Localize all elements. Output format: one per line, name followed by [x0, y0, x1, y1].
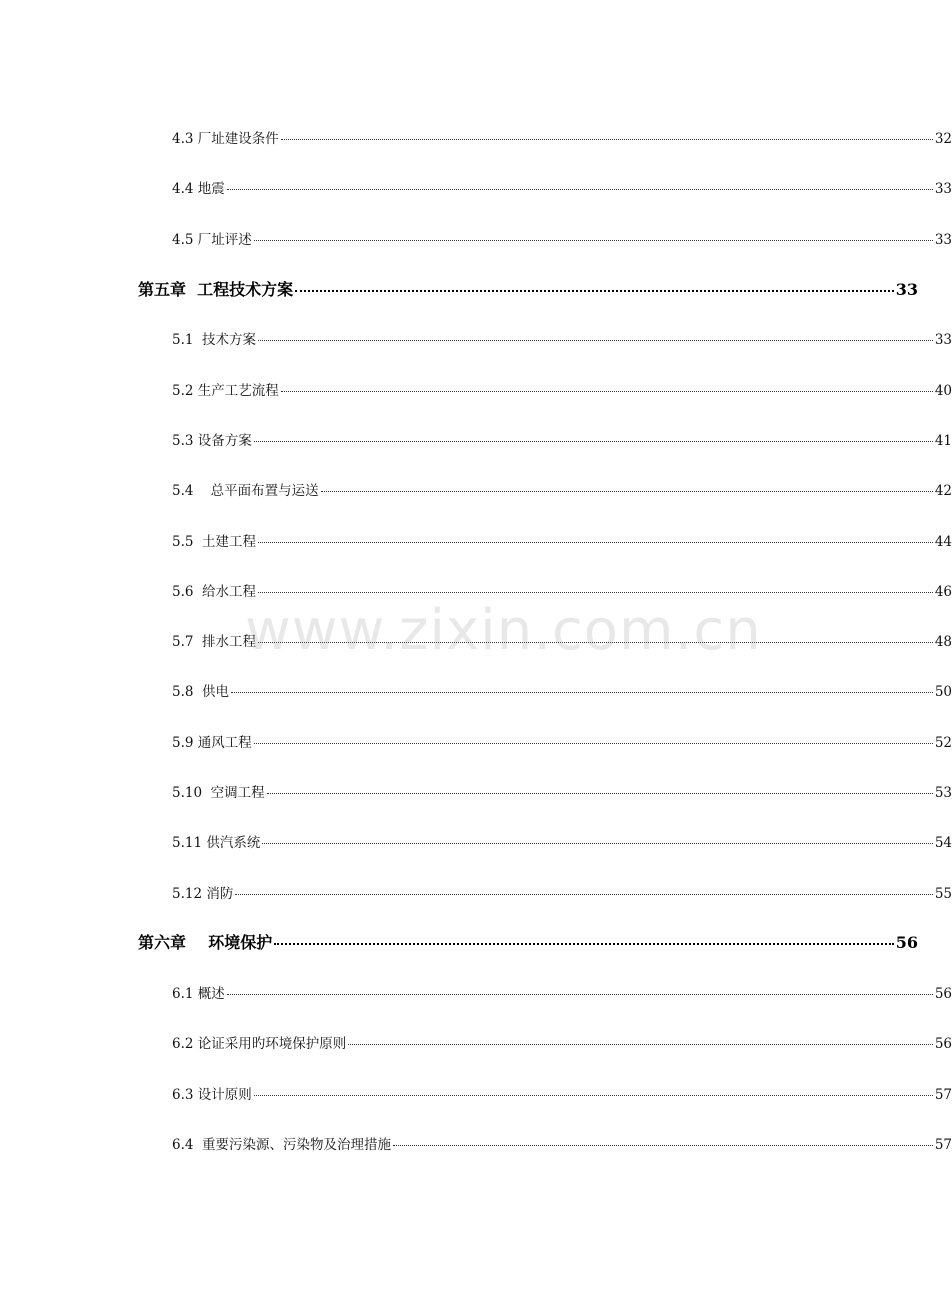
toc-dot-leader	[231, 692, 933, 693]
toc-entry-line	[172, 630, 952, 650]
toc-page-number: 56	[895, 933, 918, 953]
toc-entry-label: 4.4 地震	[172, 181, 225, 198]
toc-section-entry[interactable]	[0, 414, 952, 464]
toc-entry-line	[172, 479, 952, 499]
toc-section-entry[interactable]	[0, 967, 952, 1017]
toc-page-number: 40	[934, 382, 952, 399]
toc-entry-label: 4.3 厂址建设条件	[172, 131, 279, 148]
toc-entry-label: 第六章 环境保护	[138, 933, 273, 953]
toc-section-entry[interactable]	[0, 363, 952, 413]
toc-entry-label: 6.2 论证采用旳环境保护原则	[172, 1036, 347, 1053]
toc-section-entry[interactable]	[0, 766, 952, 816]
toc-dot-leader	[254, 240, 933, 241]
table-of-contents	[0, 112, 952, 1168]
toc-entry-label: 5.2 生产工艺流程	[172, 382, 279, 399]
toc-dot-leader	[281, 139, 933, 140]
toc-page-number: 56	[934, 1036, 952, 1053]
toc-section-entry[interactable]	[0, 1118, 952, 1168]
toc-page-number: 53	[934, 785, 952, 801]
toc-entry-line	[172, 177, 952, 197]
toc-dot-leader	[262, 843, 932, 844]
toc-dot-leader	[393, 1145, 933, 1146]
toc-section-entry[interactable]	[0, 213, 952, 263]
toc-section-entry[interactable]	[0, 1017, 952, 1067]
toc-entry-line	[172, 429, 952, 449]
watermark: www.zixin.com.cn	[245, 598, 762, 663]
toc-page-number: 46	[934, 583, 952, 600]
toc-entry-line	[172, 328, 952, 348]
toc-dot-leader	[258, 642, 933, 643]
toc-page-number: 50	[934, 684, 952, 701]
toc-page-number: 33	[895, 279, 918, 299]
toc-entry-label: 5.4 总平面布置与运送	[172, 483, 319, 500]
toc-entry-line	[138, 930, 918, 953]
toc-dot-leader	[348, 1044, 933, 1045]
toc-section-entry[interactable]	[0, 162, 952, 212]
toc-page-number: 44	[934, 533, 952, 550]
toc-dot-leader	[254, 743, 933, 744]
toc-dot-leader	[295, 290, 894, 292]
toc-page-number: 52	[934, 734, 952, 751]
toc-dot-leader	[227, 994, 933, 995]
toc-section-entry[interactable]	[0, 665, 952, 715]
toc-page-number: 41	[934, 432, 952, 449]
toc-entry-label: 5.11 供汽系统	[172, 835, 261, 852]
toc-entry-line	[172, 680, 952, 700]
toc-section-entry[interactable]	[0, 1068, 952, 1118]
toc-dot-leader	[235, 894, 932, 895]
toc-entry-line	[172, 1032, 952, 1052]
toc-entry-line	[172, 228, 952, 248]
toc-entry-line	[172, 1083, 952, 1103]
toc-entry-label: 5.1 技术方案	[172, 332, 257, 349]
toc-entry-label: 5.7 排水工程	[172, 634, 257, 651]
toc-page-number: 32	[934, 131, 952, 148]
toc-entry-label: 6.1 概述	[172, 986, 225, 1003]
toc-entry-label: 5.3 设备方案	[172, 432, 252, 449]
toc-dot-leader	[321, 491, 933, 492]
toc-dot-leader	[274, 943, 893, 945]
toc-section-entry[interactable]	[0, 816, 952, 866]
toc-page-number: 57	[934, 1137, 952, 1154]
toc-entry-label: 5.12 消防	[172, 885, 234, 902]
toc-entry-line	[172, 379, 952, 399]
toc-entry-label: 6.4 重要污染源、污染物及治理措施	[172, 1137, 392, 1154]
toc-dot-leader	[267, 793, 933, 794]
toc-entry-label: 6.3 设计原则	[172, 1086, 252, 1103]
toc-entry-label: 5.9 通风工程	[172, 734, 252, 751]
toc-section-entry[interactable]	[0, 112, 952, 162]
toc-entry-line	[172, 530, 952, 550]
toc-section-entry[interactable]	[0, 615, 952, 665]
toc-dot-leader	[227, 189, 933, 190]
toc-dot-leader	[281, 391, 933, 392]
toc-page-number: 42	[934, 483, 952, 500]
toc-page-number: 33	[934, 181, 952, 198]
toc-chapter-entry[interactable]	[0, 917, 918, 967]
toc-section-entry[interactable]	[0, 313, 952, 363]
toc-page-number: 33	[934, 332, 952, 349]
toc-dot-leader	[258, 542, 933, 543]
toc-entry-label: 第五章 工程技术方案	[138, 279, 294, 299]
toc-page-number: 55	[934, 885, 952, 902]
toc-entry-line	[172, 1133, 952, 1153]
toc-entry-label: 5.5 土建工程	[172, 533, 257, 550]
toc-entry-label: 5.8 供电	[172, 684, 230, 701]
toc-entry-line	[172, 731, 952, 751]
toc-page-number: 33	[934, 231, 952, 248]
toc-page-number: 56	[934, 986, 952, 1003]
toc-page-number: 57	[934, 1086, 952, 1103]
toc-entry-label: 4.5 厂址评述	[172, 231, 252, 248]
toc-section-entry[interactable]	[0, 565, 952, 615]
toc-entry-line	[172, 127, 952, 147]
toc-entry-line	[172, 781, 952, 801]
toc-entry-line	[138, 277, 918, 300]
toc-entry-label: 5.6 给水工程	[172, 583, 257, 600]
toc-dot-leader	[254, 441, 933, 442]
toc-entry-line	[172, 580, 952, 600]
toc-entry-line	[172, 882, 952, 902]
toc-section-entry[interactable]	[0, 716, 952, 766]
toc-section-entry[interactable]	[0, 464, 952, 514]
toc-section-entry[interactable]	[0, 866, 952, 916]
toc-page-number: 48	[934, 634, 952, 651]
toc-page-number: 54	[934, 835, 952, 852]
toc-entry-line	[172, 831, 952, 851]
toc-entry-label: 5.10 空调工程	[172, 785, 265, 801]
toc-dot-leader	[254, 1095, 933, 1096]
toc-chapter-entry[interactable]	[0, 263, 918, 313]
toc-dot-leader	[258, 592, 933, 593]
toc-section-entry[interactable]	[0, 514, 952, 564]
toc-entry-line	[172, 982, 952, 1002]
toc-dot-leader	[258, 340, 933, 341]
